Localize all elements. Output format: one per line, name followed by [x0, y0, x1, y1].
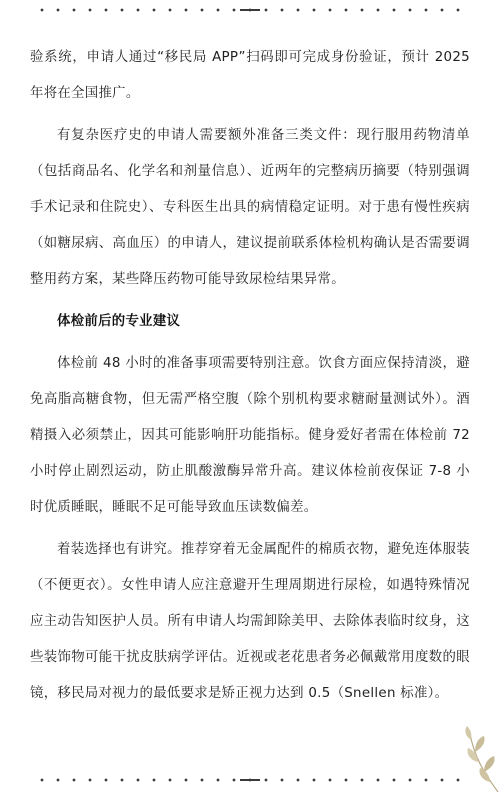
leaf-branch-icon	[430, 704, 500, 794]
paragraph-medical-history-documents: 有复杂医疗史的申请人需要额外准备三类文件：现行服用药物清单（包括商品名、化学名和剂量信息）、近两年的完整病历摘要（特别强调手术记录和住院史）、专科医生出具的病情稳定证明。对于患有慢性疾病（如糖尿病、高血压）的申请人，建议提前联系体检机构确认是否需要调整用药方案，某些降压药物可能导致尿检结果异常。	[30, 128, 470, 287]
bottom-border-dash	[240, 779, 260, 781]
paragraph-pre-exam-preparation: 体检前 48 小时的准备事项需要特别注意。饮食方面应保持清淡，避免高脂高糖食物，但无需严格空腹（除个别机构要求糖耐量测试外）。酒精摄入必须禁止，因其可能影响肝功能指标。健身爱好者需在体检前 72 小时停止剧烈运动，防止肌酸激酶异常升高。建议体检前夜保证 7-8 小时优质睡眠，睡眠不足可能导致血压读数偏差。	[30, 356, 470, 515]
paragraph-clothing-advice: 着装选择也有讲究。推荐穿着无金属配件的棉质衣物，避免连体服装（不便更衣）。女性申请人应注意避开生理周期进行尿检，如遇特殊情况应主动告知医护人员。所有申请人均需卸除美甲、去除体表临时纹身，这些装饰物可能干扰皮肤病学评估。近视或老花患者务必佩戴常用度数的眼镜，移民局对视力的最低要求是矫正视力达到 0.5（Snellen 标准）。	[30, 542, 470, 701]
top-border-dash	[240, 9, 260, 11]
document-body	[30, 40, 470, 712]
section-heading: 体检前后的专业建议	[57, 314, 181, 329]
paragraph-identity-verification: 验系统，申请人通过“移民局 APP”扫码即可完成身份验证，预计 2025 年将在全国推广。	[30, 50, 470, 101]
